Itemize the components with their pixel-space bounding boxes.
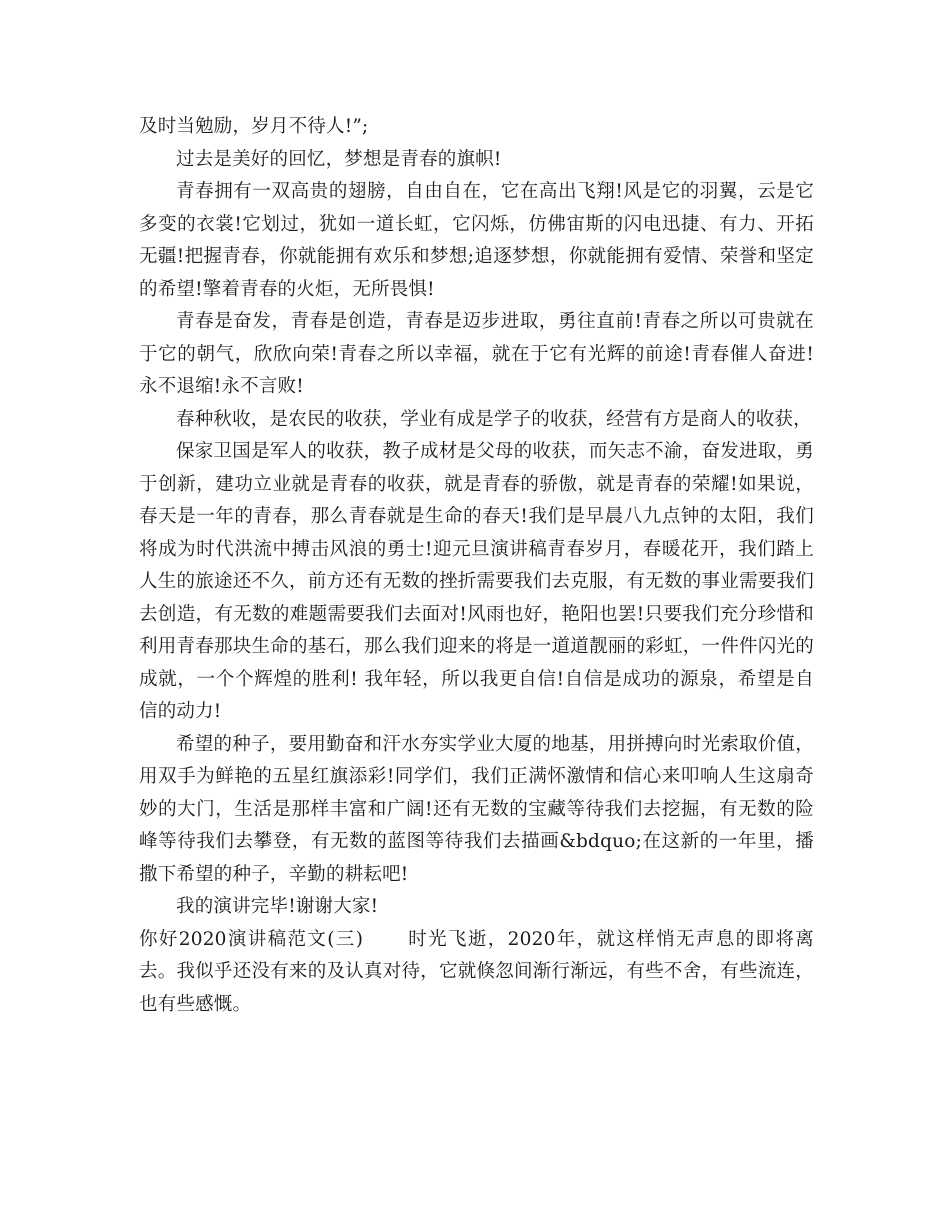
paragraph: 春种秋收，是农民的收获，学业有成是学子的收获，经营有方是商人的收获， — [176, 408, 812, 430]
paragraph: 保家卫国是军人的收获，教子成材是父母的收获，而矢志不渝，奋发进取，勇于创新，建功立业就是青春的收获，就是青春的骄傲，就是青春的荣耀!如果说，春天是一年的青春，那么青春就是生命的春天!我们是早晨八九点钟的太阳，我们将成为时代洪流中搏击风浪的勇士!迎元旦演讲稿青春岁月，春暖花开，我们踏上人生的旅途还不久，前方还有无数的挫折需要我们去克服，有无数的事业需要我们去创造，有无数的难题需要我们去面对!风雨也好，艳阳也罢!只要我们充分珍惜和利用青春那块生命的基石，那么我们迎来的将是一道道靓丽的彩虹，一件件闪光的成就，一个个辉煌的胜利! 我年轻，所以我更自信!自信是成功的源泉，希望是自信的动力! — [139, 441, 814, 722]
paragraph: 我的演讲完毕!谢谢大家! — [176, 896, 379, 917]
paragraph: 过去是美好的回忆，梦想是青春的旗帜! — [176, 148, 502, 170]
paragraph: 青春拥有一双高贵的翅膀，自由自在，它在高出飞翔!风是它的羽翼，云是它多变的衣裳!它划过，犹如一道长虹，它闪烁，仿佛宙斯的闪电迅捷、有力、开拓无疆!把握青春，你就能拥有欢乐和梦想;追逐梦想，你就能拥有爱情、荣誉和坚定的希望!擎着青春的火炬，无所畏惧! — [139, 181, 814, 300]
paragraph: 希望的种子，要用勤奋和汗水夯实学业大厦的地基，用拼搏向时光索取价值，用双手为鲜艳的五星红旗添彩!同学们，我们正满怀激情和信心来叩响人生这扇奇妙的大门，生活是那样丰富和广阔!还有无数的宝藏等待我们去挖掘，有无数的险峰等待我们去攀登，有无数的蓝图等待我们去描画&bdquo;在这新的一年里，播撒下希望的种子，辛勤的耕耘吧! — [139, 733, 814, 885]
paragraph: 青春是奋发，青春是创造，青春是迈步进取，勇往直前!青春之所以可贵就在于它的朝气，欣欣向荣!青春之所以幸福，就在于它有光辉的前途!青春催人奋进!永不退缩!永不言败! — [139, 311, 814, 397]
section-text: 时光飞逝，2020年，就这样悄无声息的即将离去。我似乎还没有来的及认真对待，它就倏忽间渐行渐远，有些不舍，有些流连，也有些感慨。 — [139, 928, 814, 1015]
section-paragraph — [139, 924, 814, 1022]
section-heading: 你好2020演讲稿范文(三) — [139, 928, 364, 950]
paragraph-continuation: 及时当勉励，岁月不待人!”; — [139, 116, 369, 137]
